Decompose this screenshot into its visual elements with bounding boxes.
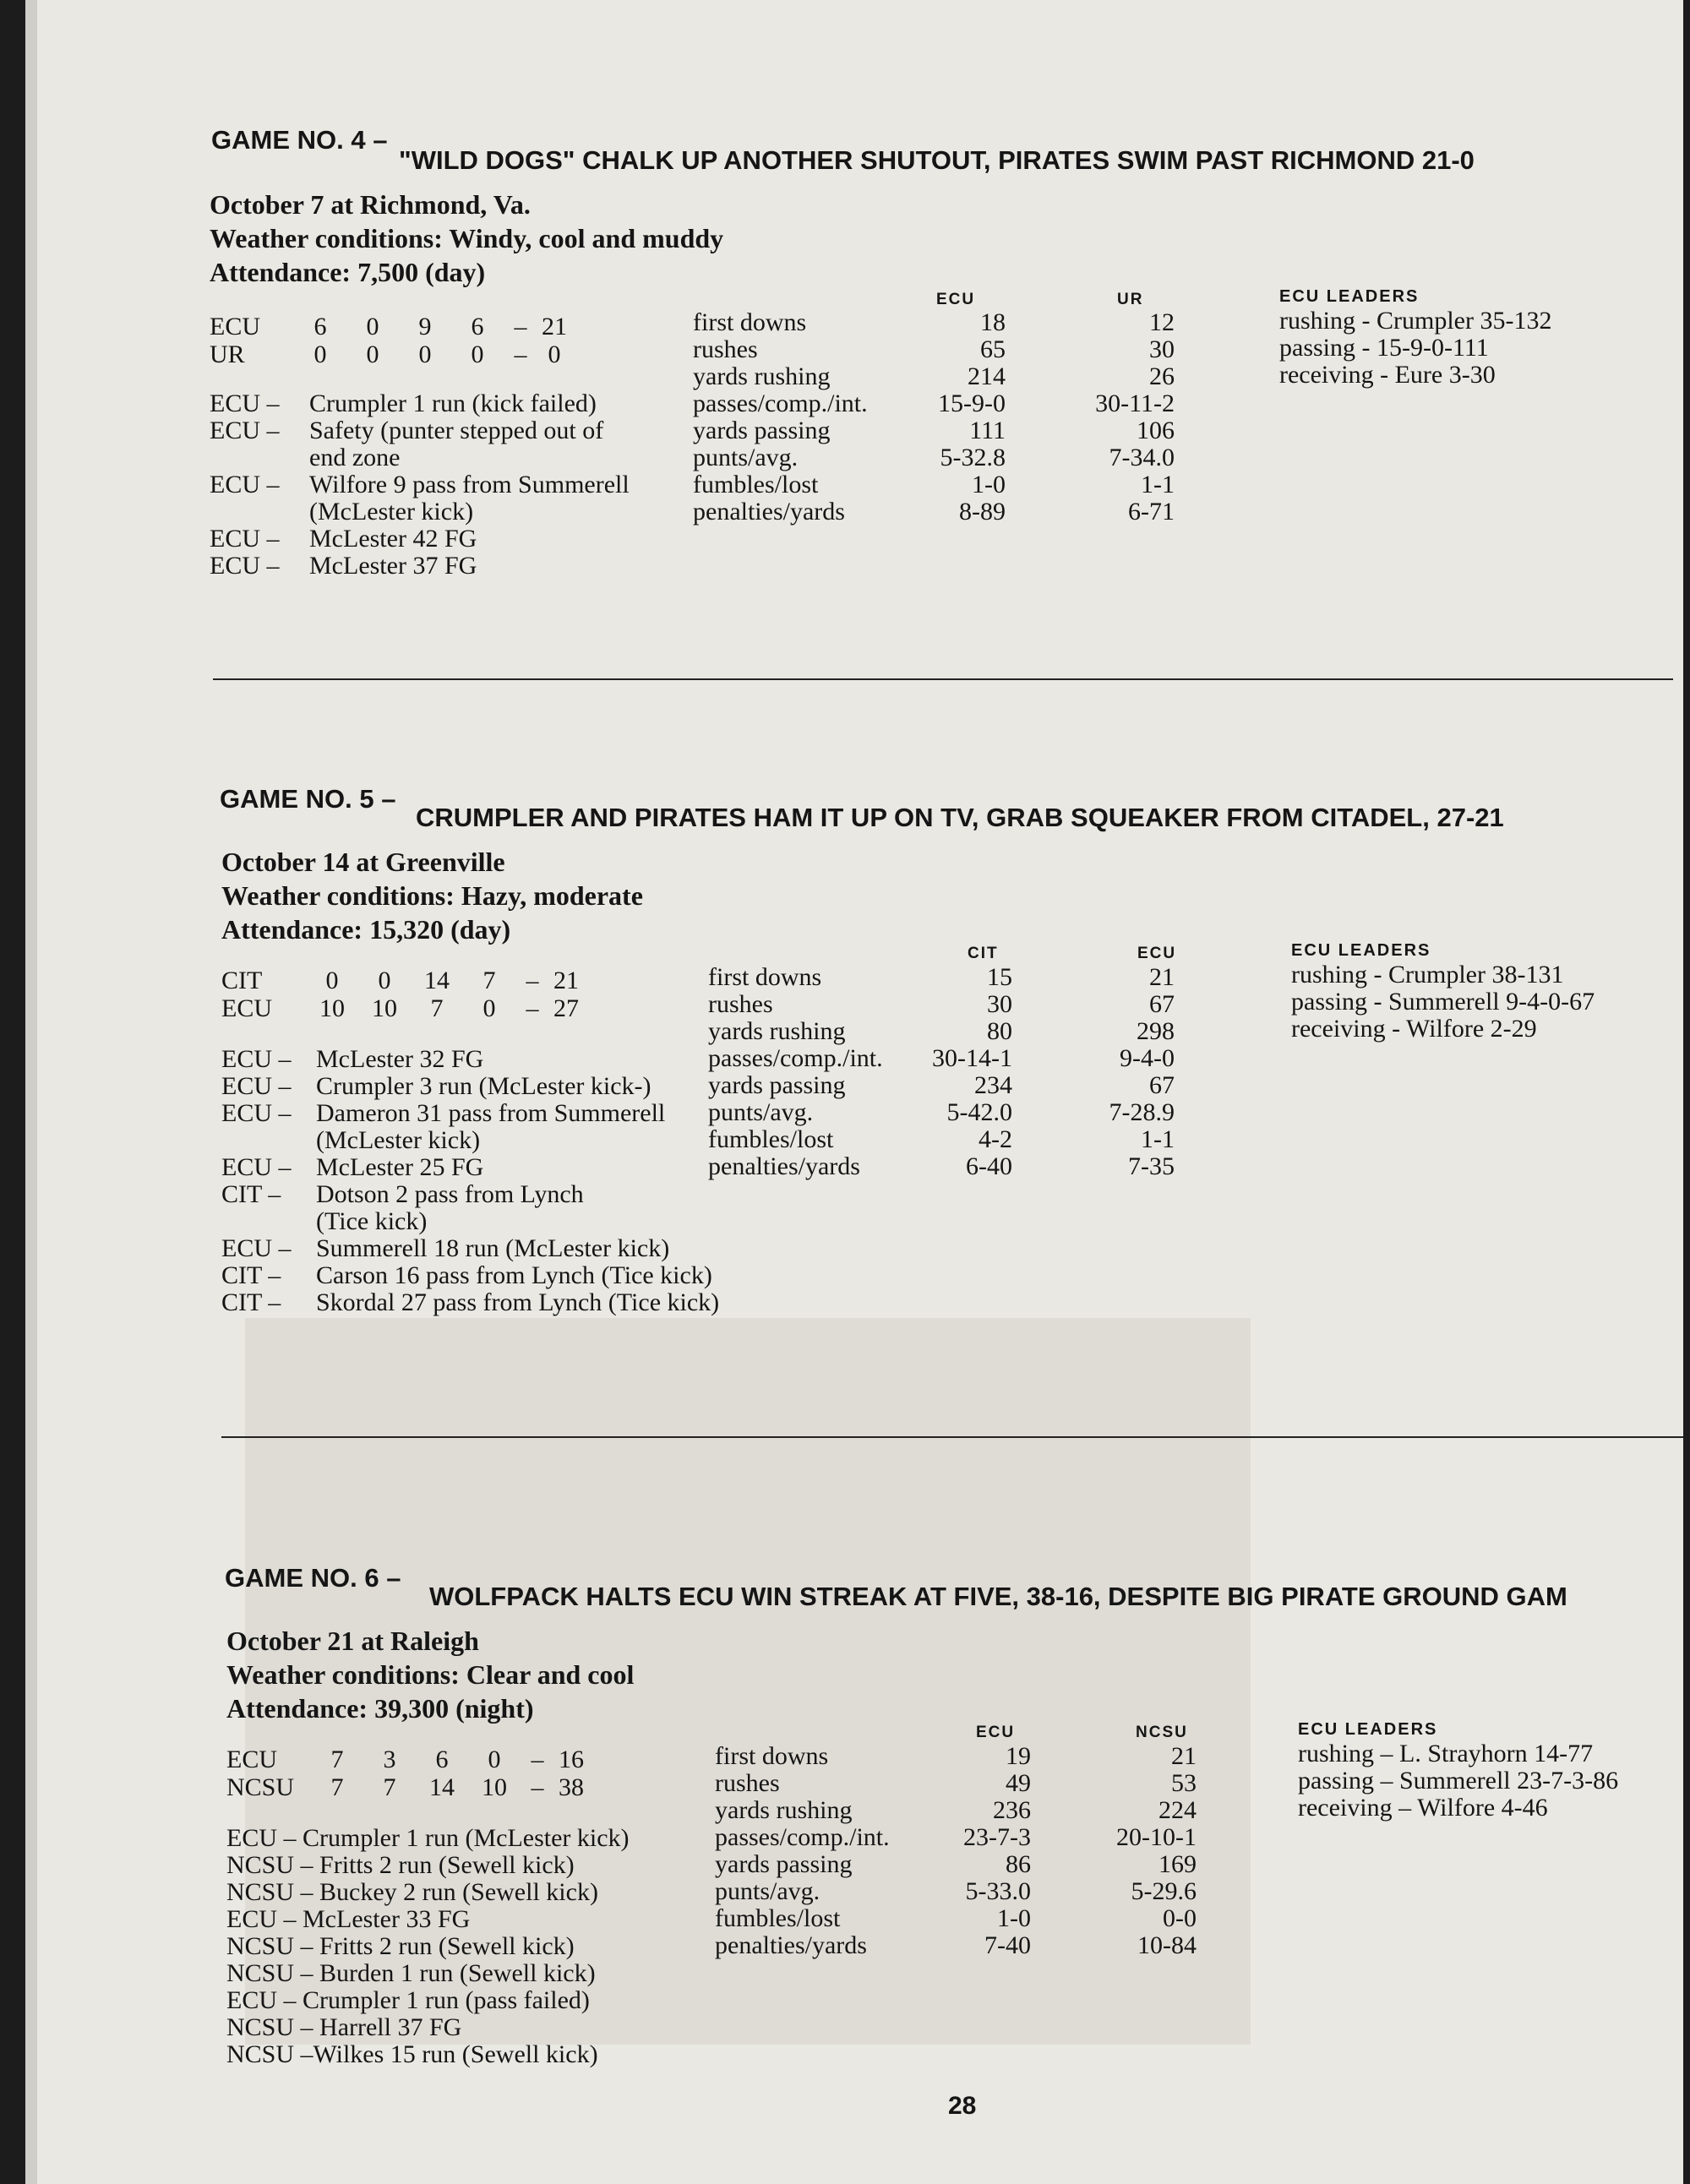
game-5-col-ecu: ECU: [1137, 945, 1177, 962]
game-6-linescore: [226, 1746, 588, 1801]
scoring-play: CIT – Skordal 27 pass from Lynch (Tice kick): [221, 1288, 720, 1316]
leader-passing: passing - 15-9-0-111: [1279, 334, 1489, 362]
leaders-heading: ECU LEADERS: [1291, 941, 1431, 960]
linescore-row-ecu: ECU 10 10 7 0 – 27: [221, 994, 579, 1022]
scoring-play: ECU – Wilfore 9 pass from Summerell (McLester kick): [210, 471, 630, 526]
game-5-number: GAME NO. 5 –: [220, 784, 396, 814]
game-5-date: October 14 at Greenville: [221, 847, 505, 877]
page-number: 28: [948, 2092, 977, 2120]
linescore-row-ncsu: NCSU 7 7 14 10 – 38: [226, 1773, 584, 1801]
leader-passing: passing – Summerell 23-7-3-86: [1298, 1767, 1619, 1795]
game-4-date: October 7 at Richmond, Va.: [210, 189, 531, 220]
game-4-stats: first downs 18 12 rushes 65 30 yards rushing 214 26 passes/comp./int. 15-9-0 30-11-2 yards passing 111 106 punts/avg. 5-32.8 7-34.0 fumbles/lost 1-0 1-1 penalties/yards 8-89 6-71: [693, 308, 1175, 526]
scoring-play: CIT – Dotson 2 pass from Lynch (Tice kick): [221, 1180, 584, 1235]
scoring-play: ECU – Summerell 18 run (McLester kick): [221, 1234, 670, 1262]
game-5-weather: Weather conditions: Hazy, moderate: [221, 880, 643, 911]
game-6-col-ncsu: NCSU: [1136, 1724, 1188, 1741]
scoring-play: ECU – McLester 33 FG: [226, 1905, 471, 1933]
game-5-col-cit: CIT: [968, 945, 999, 962]
game-6-headline: WOLFPACK HALTS ECU WIN STREAK AT FIVE, 38-16, DESPITE BIG PIRATE GROUND GAM: [429, 1582, 1567, 1611]
scoring-play: NCSU – Burden 1 run (Sewell kick): [226, 1959, 596, 1987]
game-4-attendance: Attendance: 7,500 (day): [210, 257, 486, 287]
game-4-col-ur: UR: [1117, 291, 1144, 308]
scoring-play: ECU – McLester 42 FG: [210, 525, 477, 553]
game-6-scoring: [226, 1825, 717, 2068]
scoring-play: NCSU – Fritts 2 run (Sewell kick): [226, 1851, 575, 1879]
game-6-info: [226, 1624, 634, 1725]
game-6-col-ecu: ECU: [976, 1724, 1016, 1741]
scoring-play: NCSU – Harrell 37 FG: [226, 2013, 462, 2041]
game-5-info: [221, 845, 643, 946]
game-5-headline: CRUMPLER AND PIRATES HAM IT UP ON TV, GRAB SQUEAKER FROM CITADEL, 27-21: [416, 803, 1504, 832]
game-6-weather: Weather conditions: Clear and cool: [226, 1659, 635, 1690]
game-6-number: GAME NO. 6 –: [225, 1563, 401, 1593]
game-4-leaders: [1279, 286, 1551, 389]
scoring-play: ECU – Dameron 31 pass from Summerell (McLester kick): [221, 1099, 666, 1154]
leaders-heading: ECU LEADERS: [1279, 287, 1420, 306]
leader-receiving: receiving - Wilfore 2-29: [1291, 1015, 1537, 1043]
scoring-play: ECU – McLester 25 FG: [221, 1153, 484, 1181]
scoring-play: ECU – Crumpler 1 run (pass failed): [226, 1986, 590, 2014]
game-4-col-ecu: ECU: [936, 291, 976, 308]
game-4-weather: Weather conditions: Windy, cool and muddy: [210, 223, 724, 253]
scoring-play: ECU – Safety (punter stepped out of end zone: [210, 417, 604, 471]
scoring-play: ECU – McLester 37 FG: [210, 552, 477, 580]
leader-receiving: receiving – Wilfore 4-46: [1298, 1794, 1548, 1822]
game-4-info: [210, 188, 723, 289]
scoring-play: ECU – McLester 32 FG: [221, 1045, 484, 1073]
game-5-attendance: Attendance: 15,320 (day): [221, 914, 511, 945]
game-5-stats: first downs 15 21 rushes 30 67 yards rushing 80 298 passes/comp./int. 30-14-1 9-4-0 yards passing 234 67 punts/avg. 5-42.0 7-28.9 fumbles/lost 4-2 1-1 penalties/yards 6-40 7-35: [708, 963, 1175, 1180]
page: [25, 0, 1683, 2184]
leader-rushing: rushing - Crumpler 35-132: [1279, 307, 1552, 335]
leaders-heading: ECU LEADERS: [1298, 1720, 1438, 1739]
game-5-leaders: [1291, 940, 1595, 1043]
scoring-play: ECU – Crumpler 3 run (McLester kick-): [221, 1072, 651, 1100]
leader-rushing: rushing - Crumpler 38-131: [1291, 961, 1564, 989]
game-4-number: GAME NO. 4 –: [211, 125, 388, 155]
divider-2: [221, 1436, 1683, 1438]
scoring-play: ECU – Crumpler 1 run (McLester kick): [226, 1824, 630, 1852]
linescore-row-ur: UR 0 0 0 0 – 0: [210, 340, 561, 368]
scoring-play: CIT – Carson 16 pass from Lynch (Tice kick): [221, 1261, 712, 1289]
linescore-row-ecu: ECU 6 0 9 6 – 21: [210, 313, 567, 340]
scoring-play: NCSU –Wilkes 15 run (Sewell kick): [226, 2040, 598, 2068]
game-4-linescore: [210, 313, 571, 368]
game-5-scoring: [221, 1045, 720, 1316]
game-6-stats: first downs 19 21 rushes 49 53 yards rushing 236 224 passes/comp./int. 23-7-3 20-10-1 yards passing 86 169 punts/avg. 5-33.0 5-29.6 fumbles/lost 1-0 0-0 penalties/yards 7-40 10-84: [715, 1742, 1197, 1959]
divider-1: [213, 678, 1673, 680]
game-5-linescore: [221, 967, 583, 1022]
game-4-headline: "WILD DOGS" CHALK UP ANOTHER SHUTOUT, PIRATES SWIM PAST RICHMOND 21-0: [399, 145, 1475, 175]
leader-receiving: receiving - Eure 3-30: [1279, 361, 1496, 389]
scoring-play: NCSU – Buckey 2 run (Sewell kick): [226, 1878, 598, 1906]
linescore-row-ecu: ECU 7 3 6 0 – 16: [226, 1746, 584, 1773]
scoring-play: NCSU – Fritts 2 run (Sewell kick): [226, 1932, 575, 1960]
leader-passing: passing - Summerell 9-4-0-67: [1291, 988, 1595, 1016]
game-6-date: October 21 at Raleigh: [226, 1626, 479, 1656]
linescore-row-cit: CIT 0 0 14 7 – 21: [221, 967, 579, 994]
game-6-leaders: [1298, 1718, 1618, 1822]
scoring-play: ECU – Crumpler 1 run (kick failed): [210, 389, 597, 417]
game-4-scoring: [210, 390, 666, 580]
leader-rushing: rushing – L. Strayhorn 14-77: [1298, 1740, 1594, 1767]
page-edge: [25, 0, 37, 2184]
game-6-attendance: Attendance: 39,300 (night): [226, 1693, 534, 1724]
